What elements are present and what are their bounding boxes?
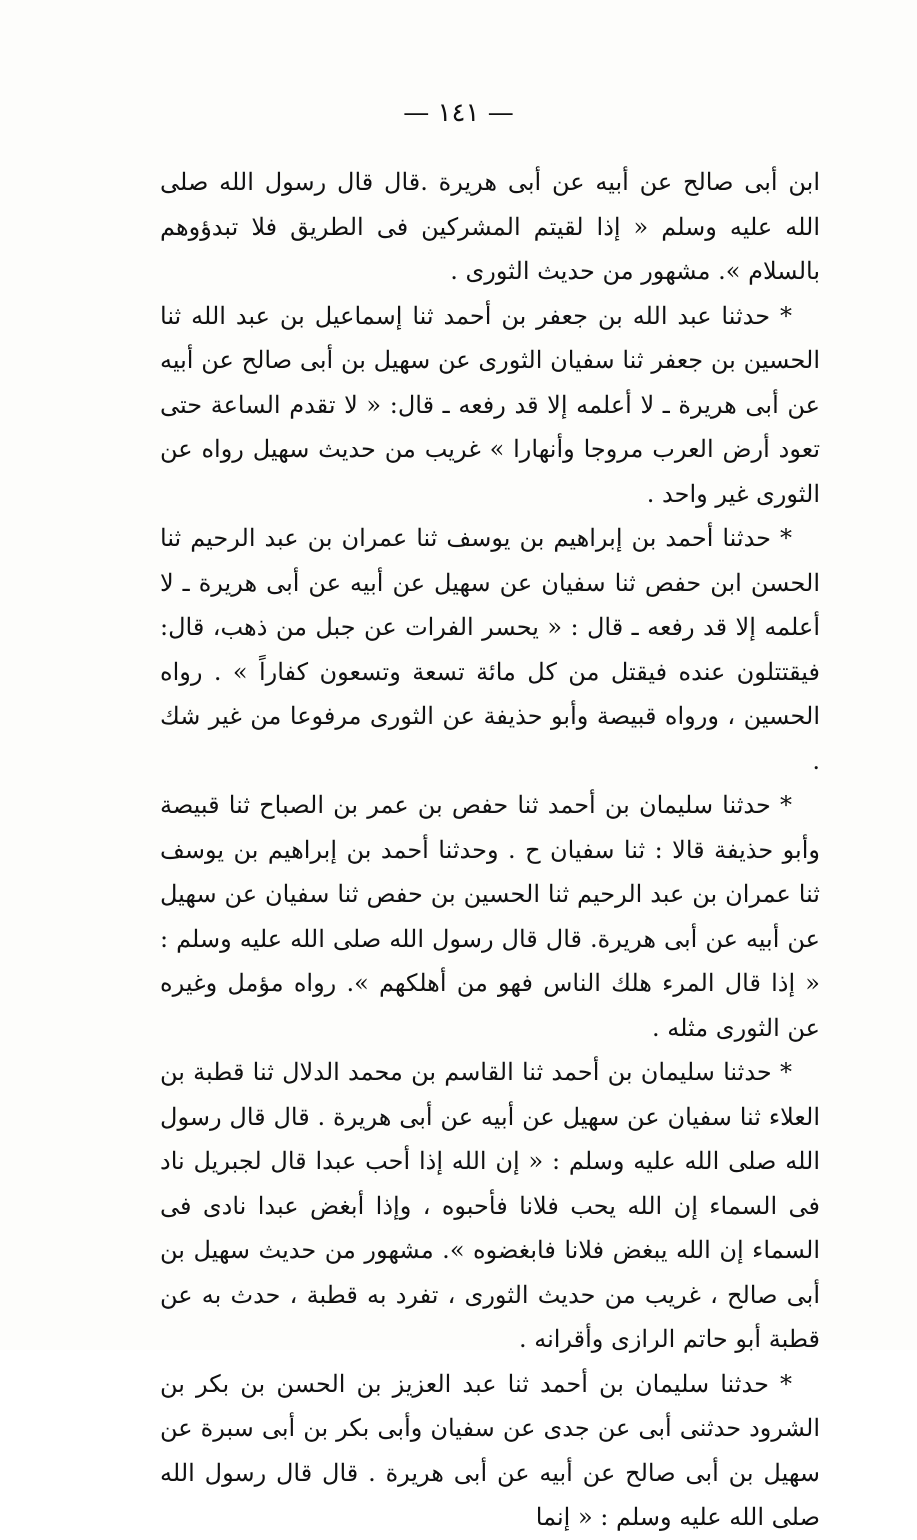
page-number: — ١٤١ — [403, 98, 514, 128]
paragraph-3: * حدثنا أحمد بن إبراهيم بن يوسف ثنا عمران بن عبد الرحيم ثنا الحسن ابن حفص ثنا سفيان عن سهيل عن أبيه عن أبى هريرة ـ لا أعلمه إلا قد رفعه ـ قال : « يحسر الفرات عن جبل من ذهب، قال: فيقتتلون عنده فيقتل من كل مائة تسعة وتسعون كفاراً » . رواه الحسين ، ورواه قبيصة وأبو حذيفة عن الثورى مرفوعا من غير شك . [160, 524, 820, 775]
page-body [160, 160, 820, 1540]
paragraph-4: * حدثنا سليمان بن أحمد ثنا حفص بن عمر بن الصباح ثنا قبيصة وأبو حذيفة قالا : ثنا سفيان ح . وحدثنا أحمد بن إبراهيم بن يوسف ثنا عمران بن عبد الرحيم ثنا الحسين بن حفص ثنا سفيان عن سهيل عن أبيه عن أبى هريرة. قال قال رسول الله صلى الله عليه وسلم : « إذا قال المرء هلك الناس فهو من أهلكهم ». رواه مؤمل وغيره عن الثورى مثله . [160, 791, 820, 1042]
paragraph-2: * حدثنا عبد الله بن جعفر بن أحمد ثنا إسماعيل بن عبد الله ثنا الحسين بن جعفر ثنا سفيان الثورى عن سهيل بن أبى صالح عن أبيه عن أبى هريرة ـ لا أعلمه إلا قد رفعه ـ قال: « لا تقدم الساعة حتى تعود أرض العرب مروجا وأنهارا » غريب من حديث سهيل رواه عن الثورى غير واحد . [160, 301, 820, 508]
paragraph-5: * حدثنا سليمان بن أحمد ثنا القاسم بن محمد الدلال ثنا قطبة بن العلاء ثنا سفيان عن سهيل عن أبيه عن أبى هريرة . قال قال رسول الله صلى الله عليه وسلم : « إن الله إذا أحب عبدا قال لجبريل ناد فى السماء إن الله يحب فلانا فأحبوه ، وإذا أبغض عبدا نادى فى السماء إن الله يبغض فلانا فابغضوه ». مشهور من حديث سهيل بن أبى صالح ، غريب من حديث الثورى ، تفرد به قطبة ، حدث به عن قطبة أبو حاتم الرازى وأقرانه . [160, 1058, 820, 1353]
paragraph-6: * حدثنا سليمان بن أحمد ثنا عبد العزيز بن الحسن بن بكر بن الشرود حدثنى أبى عن جدى عن سفيان وأبى بكر بن أبى سبرة عن سهيل بن أبى صالح عن أبيه عن أبى هريرة . قال قال رسول الله صلى الله عليه وسلم : « إنما [160, 1369, 820, 1531]
paragraph-1: ابن أبى صالح عن أبيه عن أبى هريرة .قال قال رسول الله صلى الله عليه وسلم « إذا لقيتم المشركين فى الطريق فلا تبدؤوهم بالسلام ». مشهور من حديث الثورى . [160, 168, 820, 285]
